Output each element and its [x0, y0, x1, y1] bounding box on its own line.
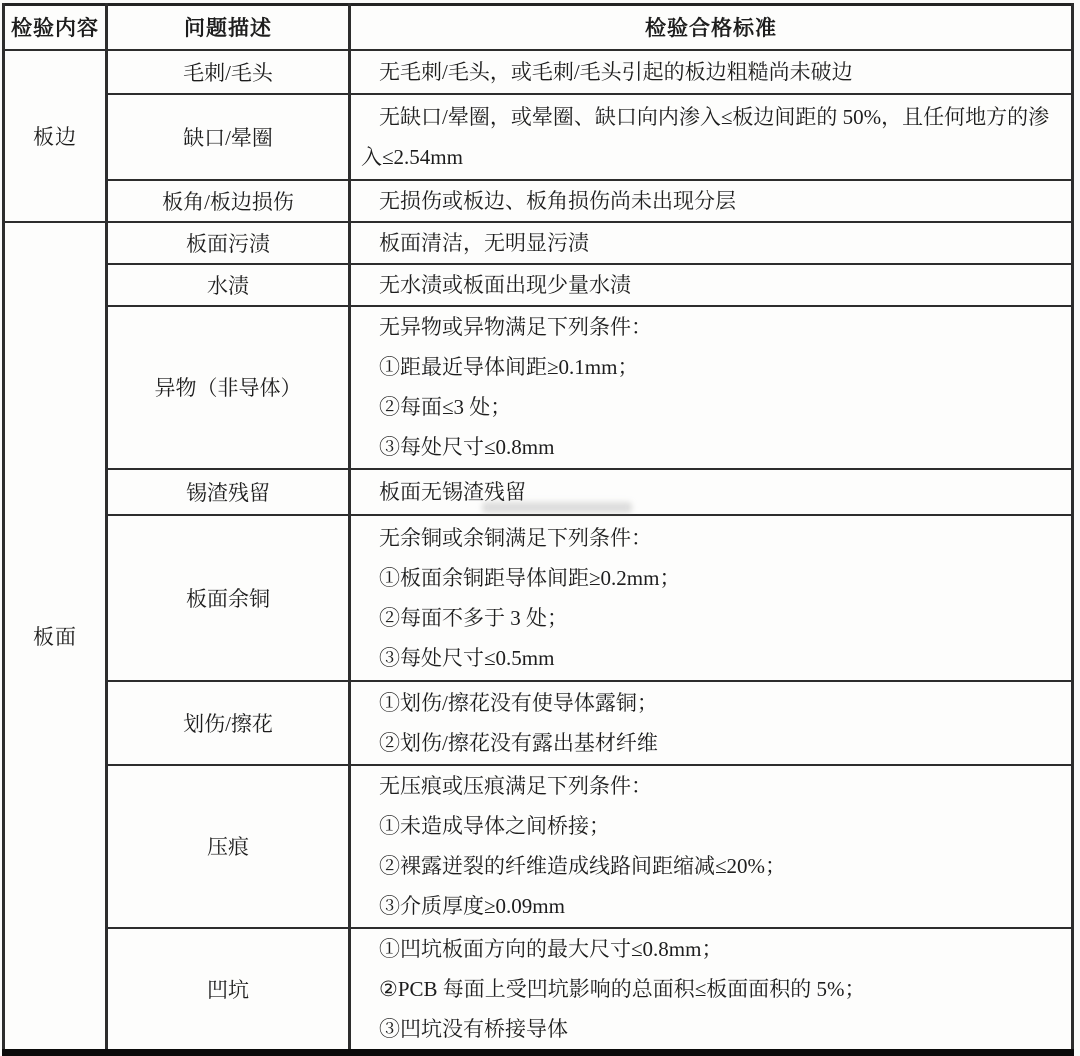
criteria-line: ③每处尺寸≤0.8mm	[379, 435, 555, 459]
criteria-line: ②裸露迸裂的纤维造成线路间距缩减≤20%；	[379, 854, 787, 878]
criteria-cell	[350, 681, 1073, 765]
table-row	[4, 469, 1073, 515]
problem-cell: 压痕	[107, 765, 350, 928]
criteria-line: ①划伤/擦花没有使导体露铜；	[379, 690, 658, 715]
criteria-cell	[350, 264, 1073, 306]
criteria-line: ①凹坑板面方向的最大尺寸≤0.8mm；	[379, 936, 723, 961]
table-row	[4, 681, 1073, 765]
criteria-cell	[350, 222, 1073, 264]
table-row	[4, 515, 1073, 681]
problem-cell: 缺口/晕圈	[107, 94, 350, 180]
criteria-line: 无毛刺/毛头，或毛刺/毛头引起的板边粗糙尚未破边	[379, 59, 853, 84]
criteria-line: 无压痕或压痕满足下列条件：	[379, 774, 652, 798]
problem-cell: 水渍	[107, 264, 350, 306]
table-row	[4, 180, 1073, 222]
criteria-line: 无异物或异物满足下列条件：	[379, 315, 652, 339]
criteria-line: ③介质厚度≥0.09mm	[379, 894, 565, 918]
header-inspection-content: 检验内容	[4, 5, 107, 50]
criteria-line: 无损伤或板边、板角损伤尚未出现分层	[379, 188, 736, 213]
criteria-line: 无缺口/晕圈，或晕圈、缺口向内渗入≤板边间距的 50%，且任何地方的渗入≤2.54mm	[361, 104, 1050, 169]
problem-cell: 板角/板边损伤	[107, 180, 350, 222]
criteria-line: ②PCB 每面上受凹坑影响的总面积≤板面面积的 5%；	[379, 976, 866, 1001]
criteria-cell	[350, 515, 1073, 681]
criteria-line: 无余铜或余铜满足下列条件：	[379, 525, 652, 550]
criteria-cell	[350, 50, 1073, 94]
problem-cell: 异物（非导体）	[107, 306, 350, 469]
table-header-row	[4, 5, 1073, 50]
criteria-line: ①距最近导体间距≥0.1mm；	[379, 355, 639, 379]
table-row	[4, 928, 1073, 1053]
criteria-line: 无水渍或板面出现少量水渍	[379, 272, 631, 297]
problem-cell: 锡渣残留	[107, 469, 350, 515]
problem-cell: 毛刺/毛头	[107, 50, 350, 94]
criteria-line: ②每面≤3 处；	[379, 395, 512, 419]
inspection-standard-table	[2, 3, 1074, 1056]
table-row	[4, 222, 1073, 264]
criteria-line: ①未造成导体之间桥接；	[379, 814, 610, 838]
criteria-cell	[350, 180, 1073, 222]
table-row	[4, 264, 1073, 306]
criteria-cell	[350, 94, 1073, 180]
problem-cell: 划伤/擦花	[107, 681, 350, 765]
criteria-line: 板面清洁，无明显污渍	[379, 230, 589, 255]
table-row	[4, 94, 1073, 180]
table-row	[4, 765, 1073, 928]
criteria-line: ②每面不多于 3 处；	[379, 605, 568, 630]
problem-cell: 板面余铜	[107, 515, 350, 681]
criteria-cell	[350, 306, 1073, 469]
criteria-line: ①板面余铜距导体间距≥0.2mm；	[379, 565, 681, 590]
group-cell-board-edge: 板边	[4, 50, 107, 222]
criteria-line: 板面无锡渣残留	[379, 479, 526, 504]
group-cell-board-surface: 板面	[4, 222, 107, 1053]
header-problem-description: 问题描述	[107, 5, 350, 50]
header-acceptance-criteria: 检验合格标准	[350, 5, 1073, 50]
criteria-cell	[350, 469, 1073, 515]
criteria-line: ③每处尺寸≤0.5mm	[379, 645, 555, 670]
table-row	[4, 50, 1073, 94]
problem-cell: 板面污渍	[107, 222, 350, 264]
criteria-cell	[350, 765, 1073, 928]
table-row	[4, 306, 1073, 469]
criteria-line: ③凹坑没有桥接导体	[379, 1016, 568, 1041]
problem-cell: 凹坑	[107, 928, 350, 1053]
criteria-line: ②划伤/擦花没有露出基材纤维	[379, 730, 658, 755]
criteria-cell	[350, 928, 1073, 1053]
